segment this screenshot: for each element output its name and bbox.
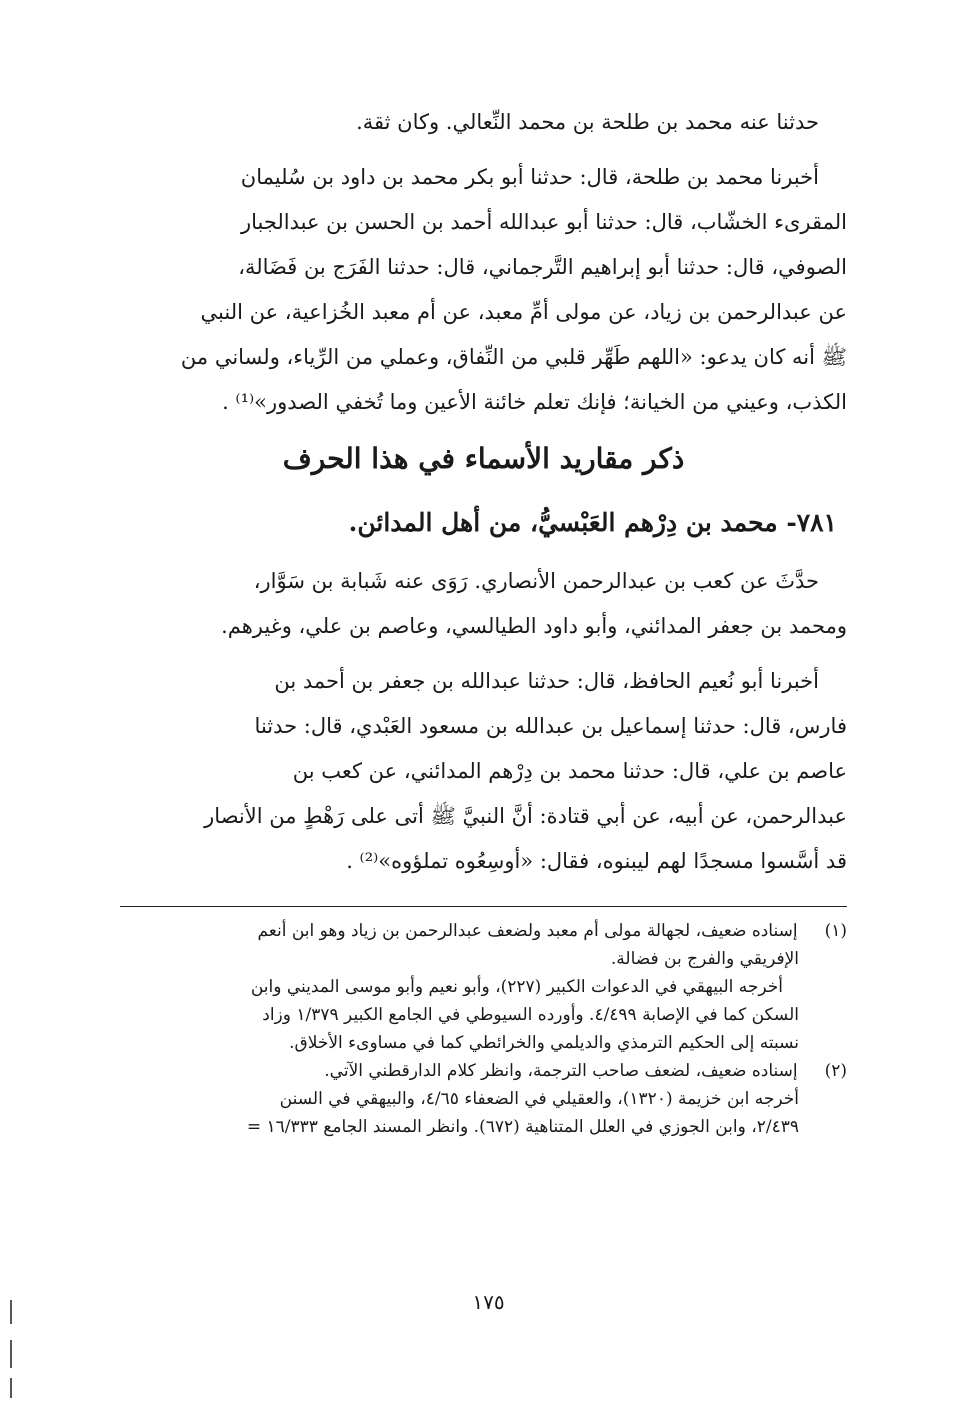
footnote-text: إسناده ضعيف، لجهالة مولى أم معبد ولضعف عبدالرحمن بن زياد وهو ابن أنعم (257, 921, 798, 941)
footnote-number: (١) (824, 921, 847, 941)
footnote-text: نسبته إلى الحكيم الترمذي والديلمي والخرائطي كما في مساوىء الأخلاق. (289, 1033, 799, 1053)
text-line: حدثنا عنه محمد بن طلحة بن محمد النِّعالي. وكان ثقة. (356, 110, 819, 134)
text-line: ﷺ أنه كان يدعو: «اللهم طَهِّر قلبي من النِّفاق، وعملي من الرِّياء، ولساني من (180, 345, 847, 369)
text-line: عبدالرحمن، عن أبيه، عن أبي قتادة: أنَّ النبيَّ ﷺ أتى على رَهْطٍ من الأنصار (204, 804, 847, 828)
text-line: أخبرنا أبو نُعيم الحافظ، قال: حدثنا عبدالله بن جعفر بن أحمد بن (274, 669, 819, 693)
paragraph-2 (120, 155, 847, 425)
footnote-text: أخرجه ابن خزيمة (١٣٢٠)، والعقيلي في الضعفاء ٤/٦٥، والبيهقي في السنن (279, 1089, 799, 1109)
text-line: حدَّثَ عن كعب بن عبدالرحمن الأنصاري. رَوَى عنه شَبابة بن سَوَّار، (253, 569, 819, 593)
footnote-number: (٢) (824, 1061, 847, 1081)
footnote-text: أخرجه البيهقي في الدعوات الكبير (٢٢٧)، وأبو نعيم وأبو موسى المديني وابن (250, 977, 783, 997)
footnotes (120, 917, 847, 1141)
footnote-2 (120, 1057, 847, 1085)
text-line: عن عبدالرحمن بن زياد، عن مولى أمِّ معبد، عن أم معبد الخُزاعية، عن النبي (200, 300, 847, 324)
text-line: المقرىء الخشّاب، قال: حدثنا أبو عبدالله أحمد بن الحسن بن عبدالجبار (240, 210, 847, 234)
text-line: الكذب، وعيني من الخيانة؛ فإنك تعلم خائنة الأعين وما تُخفي الصدور»⁽¹⁾ . (222, 390, 847, 414)
text-line: ومحمد بن جعفر المدائني، وأبو داود الطيالسي، وعاصم بن علي، وغيرهم. (221, 614, 847, 638)
scan-edge-mark (10, 1378, 12, 1398)
footnote-1 (120, 917, 847, 945)
page-content (120, 100, 847, 1141)
text-line: الصوفي، قال: حدثنا أبو إبراهيم التَّرجماني، قال: حدثنا الفَرَج بن فَضَالة، (238, 255, 847, 279)
paragraph-3 (120, 559, 847, 649)
text-line: أخبرنا محمد بن طلحة، قال: حدثنا أبو بكر محمد بن داود بن سُليمان (240, 165, 819, 189)
section-heading: ذكر مقاريد الأسماء في هذا الحرف (282, 442, 685, 475)
paragraph-1 (120, 100, 847, 145)
scan-edge-mark (10, 1340, 12, 1368)
page-number: ١٧٥ (472, 1290, 505, 1314)
text-line: قد أسَّسوا مسجدًا لهم ليبنوه، فقال: «أوسِعُوه تملؤوه»⁽²⁾ . (346, 849, 847, 873)
paragraph-4 (120, 659, 847, 884)
text-line: فارس، قال: حدثنا إسماعيل بن عبدالله بن مسعود العَبْدي، قال: حدثنا (254, 714, 847, 738)
footnote-text: ٢/٤٣٩، وابن الجوزي في العلل المتناهية (٦٧٢). وانظر المسند الجامع ١٦/٣٣٣ = (246, 1117, 799, 1137)
scan-edge-mark (10, 1300, 12, 1324)
footnote-separator (120, 906, 847, 907)
entry-heading: ٧٨١- محمد بن دِرْهم العَبْسيُّ، من أهل المدائن. (348, 508, 837, 537)
footnote-text: إسناده ضعيف، لضعف صاحب الترجمة، وانظر كلام الدارقطني الآتي. (324, 1061, 798, 1081)
text-line: عاصم بن علي، قال: حدثنا محمد بن دِرْهم المدائني، عن كعب بن (292, 759, 847, 783)
footnote-text: الإفريقي والفرج بن فضالة. (610, 949, 799, 969)
footnote-text: السكن كما في الإصابة ٤/٤٩٩. وأورده السيوطي في الجامع الكبير ١/٣٧٩ وزاد (262, 1005, 799, 1025)
